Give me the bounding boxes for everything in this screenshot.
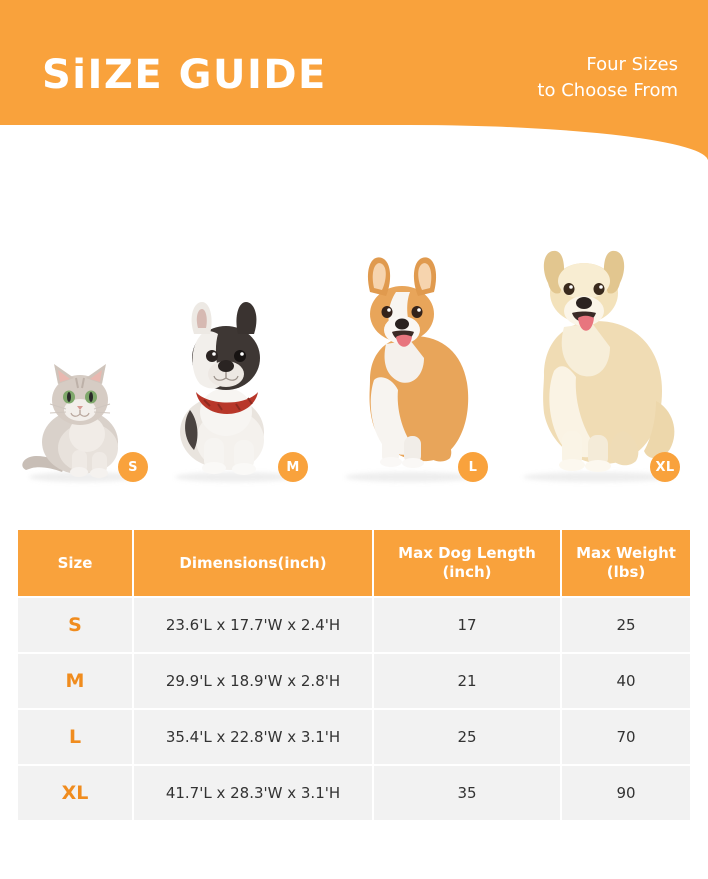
cell-dimensions: 41.7'L x 28.3'W x 3.1'H — [133, 765, 373, 820]
animal-french-bulldog — [160, 280, 310, 490]
table-body — [18, 597, 690, 820]
badge-size-l: L — [458, 452, 488, 482]
table-head — [18, 530, 690, 597]
cell-dimensions: 35.4'L x 22.8'W x 3.1'H — [133, 709, 373, 765]
table-row — [18, 653, 690, 709]
animal-corgi — [330, 240, 490, 490]
cell-max-weight: 40 — [561, 653, 690, 709]
header-banner — [0, 0, 708, 160]
column-header-size — [18, 530, 133, 597]
column-header-max-weight-line1: Max Weight — [576, 544, 676, 562]
cell-size: M — [18, 653, 133, 709]
cell-dimensions: 29.9'L x 18.9'W x 2.8'H — [133, 653, 373, 709]
column-header-dimensions — [133, 530, 373, 597]
table-row — [18, 709, 690, 765]
column-header-max-dog-length — [373, 530, 561, 597]
cell-max-length: 35 — [373, 765, 561, 820]
badge-size-xl: XL — [650, 452, 680, 482]
column-header-size-line1: Size — [57, 553, 93, 572]
animal-golden-retriever — [510, 225, 685, 490]
size-table — [18, 530, 690, 820]
cell-dimensions: 23.6'L x 17.7'W x 2.4'H — [133, 597, 373, 653]
cell-max-weight: 25 — [561, 597, 690, 653]
animal-illustrations — [0, 160, 708, 490]
cell-size: S — [18, 597, 133, 653]
badge-size-s: S — [118, 452, 148, 482]
cell-max-weight: 70 — [561, 709, 690, 765]
column-header-max-dog-length-line2: (inch) — [442, 563, 492, 581]
cell-max-length: 21 — [373, 653, 561, 709]
page-title: SiIZE GUIDE — [42, 52, 327, 98]
animal-cat — [18, 330, 148, 490]
size-table-wrapper — [18, 530, 690, 820]
table-row — [18, 765, 690, 820]
header-curve-decoration — [0, 125, 708, 161]
cell-size: XL — [18, 765, 133, 820]
table-row — [18, 597, 690, 653]
badge-size-m: M — [278, 452, 308, 482]
cell-max-weight: 90 — [561, 765, 690, 820]
corgi-illustration — [330, 240, 490, 480]
golden-retriever-illustration — [510, 225, 685, 480]
column-header-max-weight-line2: (lbs) — [606, 563, 646, 581]
cell-size: L — [18, 709, 133, 765]
column-header-max-weight — [561, 530, 690, 597]
cell-max-length: 25 — [373, 709, 561, 765]
header-subtitle-line2: to Choose From — [537, 80, 678, 101]
column-header-max-dog-length-line1: Max Dog Length — [398, 544, 536, 562]
column-header-dimensions-line1: Dimensions(inch) — [179, 553, 327, 572]
header-subtitle-line1: Four Sizes — [586, 54, 678, 75]
french-bulldog-illustration — [160, 280, 310, 480]
header-subtitle — [537, 52, 678, 104]
cell-max-length: 17 — [373, 597, 561, 653]
table-header-row — [18, 530, 690, 597]
